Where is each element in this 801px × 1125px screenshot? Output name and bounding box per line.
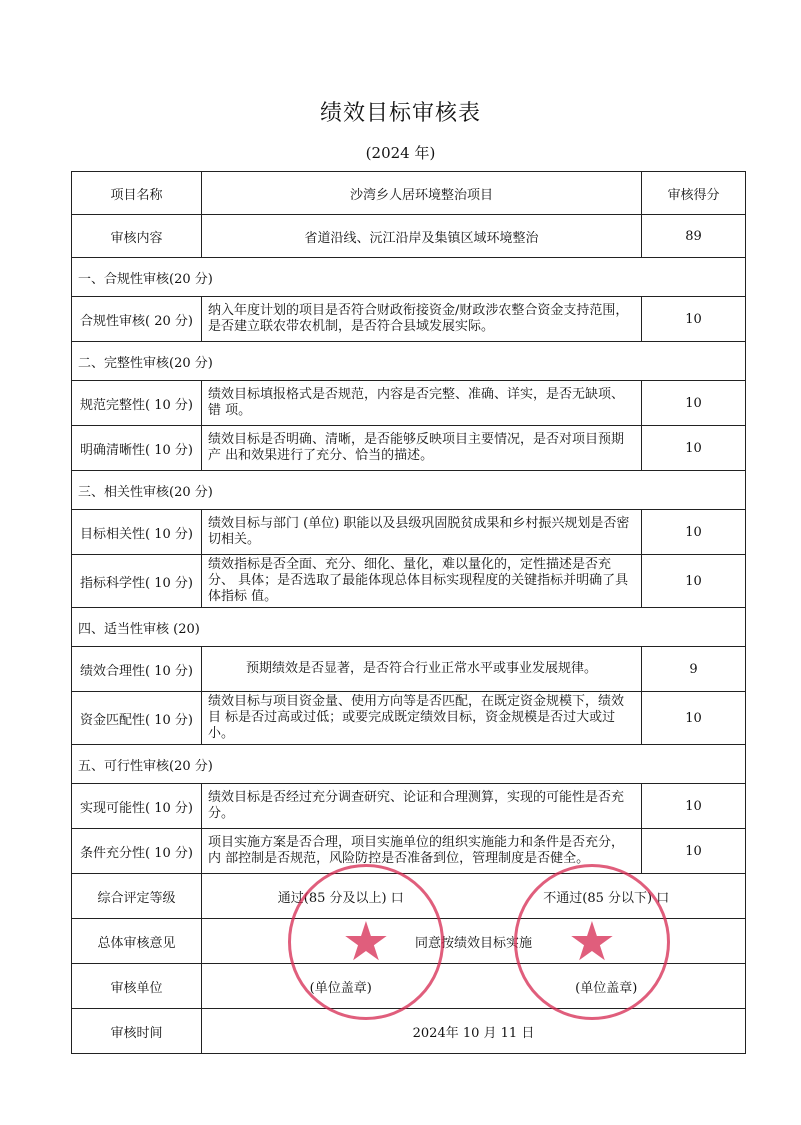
item-text: 绩效指标是否全面、充分、细化、量化，难以量化的，定性描述是否充分、 具体；是否选取了最能体现总体目标实现程度的关键指标并明确了具体指标 值。: [202, 555, 642, 608]
project-name: 沙湾乡人居环境整治项目: [202, 172, 642, 215]
item-score: 10: [642, 381, 746, 426]
grade-label: 综合评定等级: [72, 874, 202, 919]
star-icon: ★: [567, 910, 617, 973]
table-row: [72, 784, 746, 829]
item-text: 绩效目标填报格式是否规范，内容是否完整、准确、详实，是否无缺项、错 项。: [202, 381, 642, 426]
grade-pass-option: 通过(85 分及以上) 口: [277, 890, 404, 906]
table-row: [72, 692, 746, 745]
item-label: 条件充分性( 10 分): [72, 829, 202, 874]
section-title: 二、完整性审核(20 分): [72, 342, 746, 381]
time-label: 审核时间: [72, 1009, 202, 1054]
item-text: 项目实施方案是否合理，项目实施单位的组织实施能力和条件是否充分，内 部控制是否规范，风险防控是否准备到位，管理制度是否健全。: [202, 829, 642, 874]
item-score: 10: [642, 297, 746, 342]
item-text: 绩效目标是否明确、清晰，是否能够反映项目主要情况，是否对项目预期产 出和效果进行了充分、恰当的描述。: [202, 426, 642, 471]
item-label: 实现可能性( 10 分): [72, 784, 202, 829]
section-title: 三、相关性审核(20 分): [72, 471, 746, 510]
opinion-text: 同意按绩效目标实施: [202, 919, 746, 964]
content-text: 省道沿线、沅江沿岸及集镇区域环境整治: [202, 215, 642, 258]
item-label: 资金匹配性( 10 分): [72, 692, 202, 745]
total-score: 89: [642, 215, 746, 258]
official-stamp-right: [514, 864, 670, 1020]
item-score: 10: [642, 555, 746, 608]
opinion-label: 总体审核意见: [72, 919, 202, 964]
item-score: 10: [642, 784, 746, 829]
table-row: [72, 510, 746, 555]
table-row: [72, 381, 746, 426]
item-score: 10: [642, 692, 746, 745]
item-label: 规范完整性( 10 分): [72, 381, 202, 426]
table-row: [72, 829, 746, 874]
table-row: [72, 555, 746, 608]
official-stamp-left: [288, 864, 444, 1020]
score-label: 审核得分: [642, 172, 746, 215]
section-title: 一、合规性审核(20 分): [72, 258, 746, 297]
item-text: 预期绩效是否显著，是否符合行业正常水平或事业发展规律。: [202, 647, 642, 692]
content-row: [72, 215, 746, 258]
grade-fail-option: 不通过(85 分以下) 口: [543, 890, 670, 906]
item-score: 10: [642, 426, 746, 471]
item-text: 纳入年度计划的项目是否符合财政衔接资金/财政涉农整合资金支持范围，是否建立联农带农机制，是否符合县域发展实际。: [202, 297, 642, 342]
project-name-label: 项目名称: [72, 172, 202, 215]
section-1-header: [72, 258, 746, 297]
section-title: 四、适当性审核 (20): [72, 608, 746, 647]
header-row: [72, 172, 746, 215]
item-text: 绩效目标是否经过充分调查研究、论证和合理测算，实现的可能性是否充分。: [202, 784, 642, 829]
item-score: 10: [642, 829, 746, 874]
item-text: 绩效目标与项目资金量、使用方向等是否匹配，在既定资金规模下，绩效目 标是否过高或过低；或要完成既定绩效目标，资金规模是否过大或过小。: [202, 692, 642, 745]
table-row: [72, 297, 746, 342]
item-score: 9: [642, 647, 746, 692]
item-label: 明确清晰性( 10 分): [72, 426, 202, 471]
section-title: 五、可行性审核(20 分): [72, 745, 746, 784]
page-title: 绩效目标审核表: [319, 101, 481, 126]
star-icon: ★: [341, 910, 391, 973]
item-label: 绩效合理性( 10 分): [72, 647, 202, 692]
year-label: (2024 年): [365, 144, 436, 162]
table-row: [72, 426, 746, 471]
unit-label: 审核单位: [72, 964, 202, 1009]
time-value: 2024年 10 月 11 日: [202, 1009, 746, 1054]
section-5-header: [72, 745, 746, 784]
table-row: [72, 647, 746, 692]
item-score: 10: [642, 510, 746, 555]
content-label: 审核内容: [72, 215, 202, 258]
unit-seal-right: (单位盖章): [575, 980, 638, 996]
item-text: 绩效目标与部门 (单位) 职能以及县级巩固脱贫成果和乡村振兴规划是否密切相关。: [202, 510, 642, 555]
section-4-header: [72, 608, 746, 647]
time-row: [72, 1009, 746, 1054]
unit-seal-left: (单位盖章): [309, 980, 372, 996]
item-label: 目标相关性( 10 分): [72, 510, 202, 555]
item-label: 合规性审核( 20 分): [72, 297, 202, 342]
section-3-header: [72, 471, 746, 510]
item-label: 指标科学性( 10 分): [72, 555, 202, 608]
section-2-header: [72, 342, 746, 381]
